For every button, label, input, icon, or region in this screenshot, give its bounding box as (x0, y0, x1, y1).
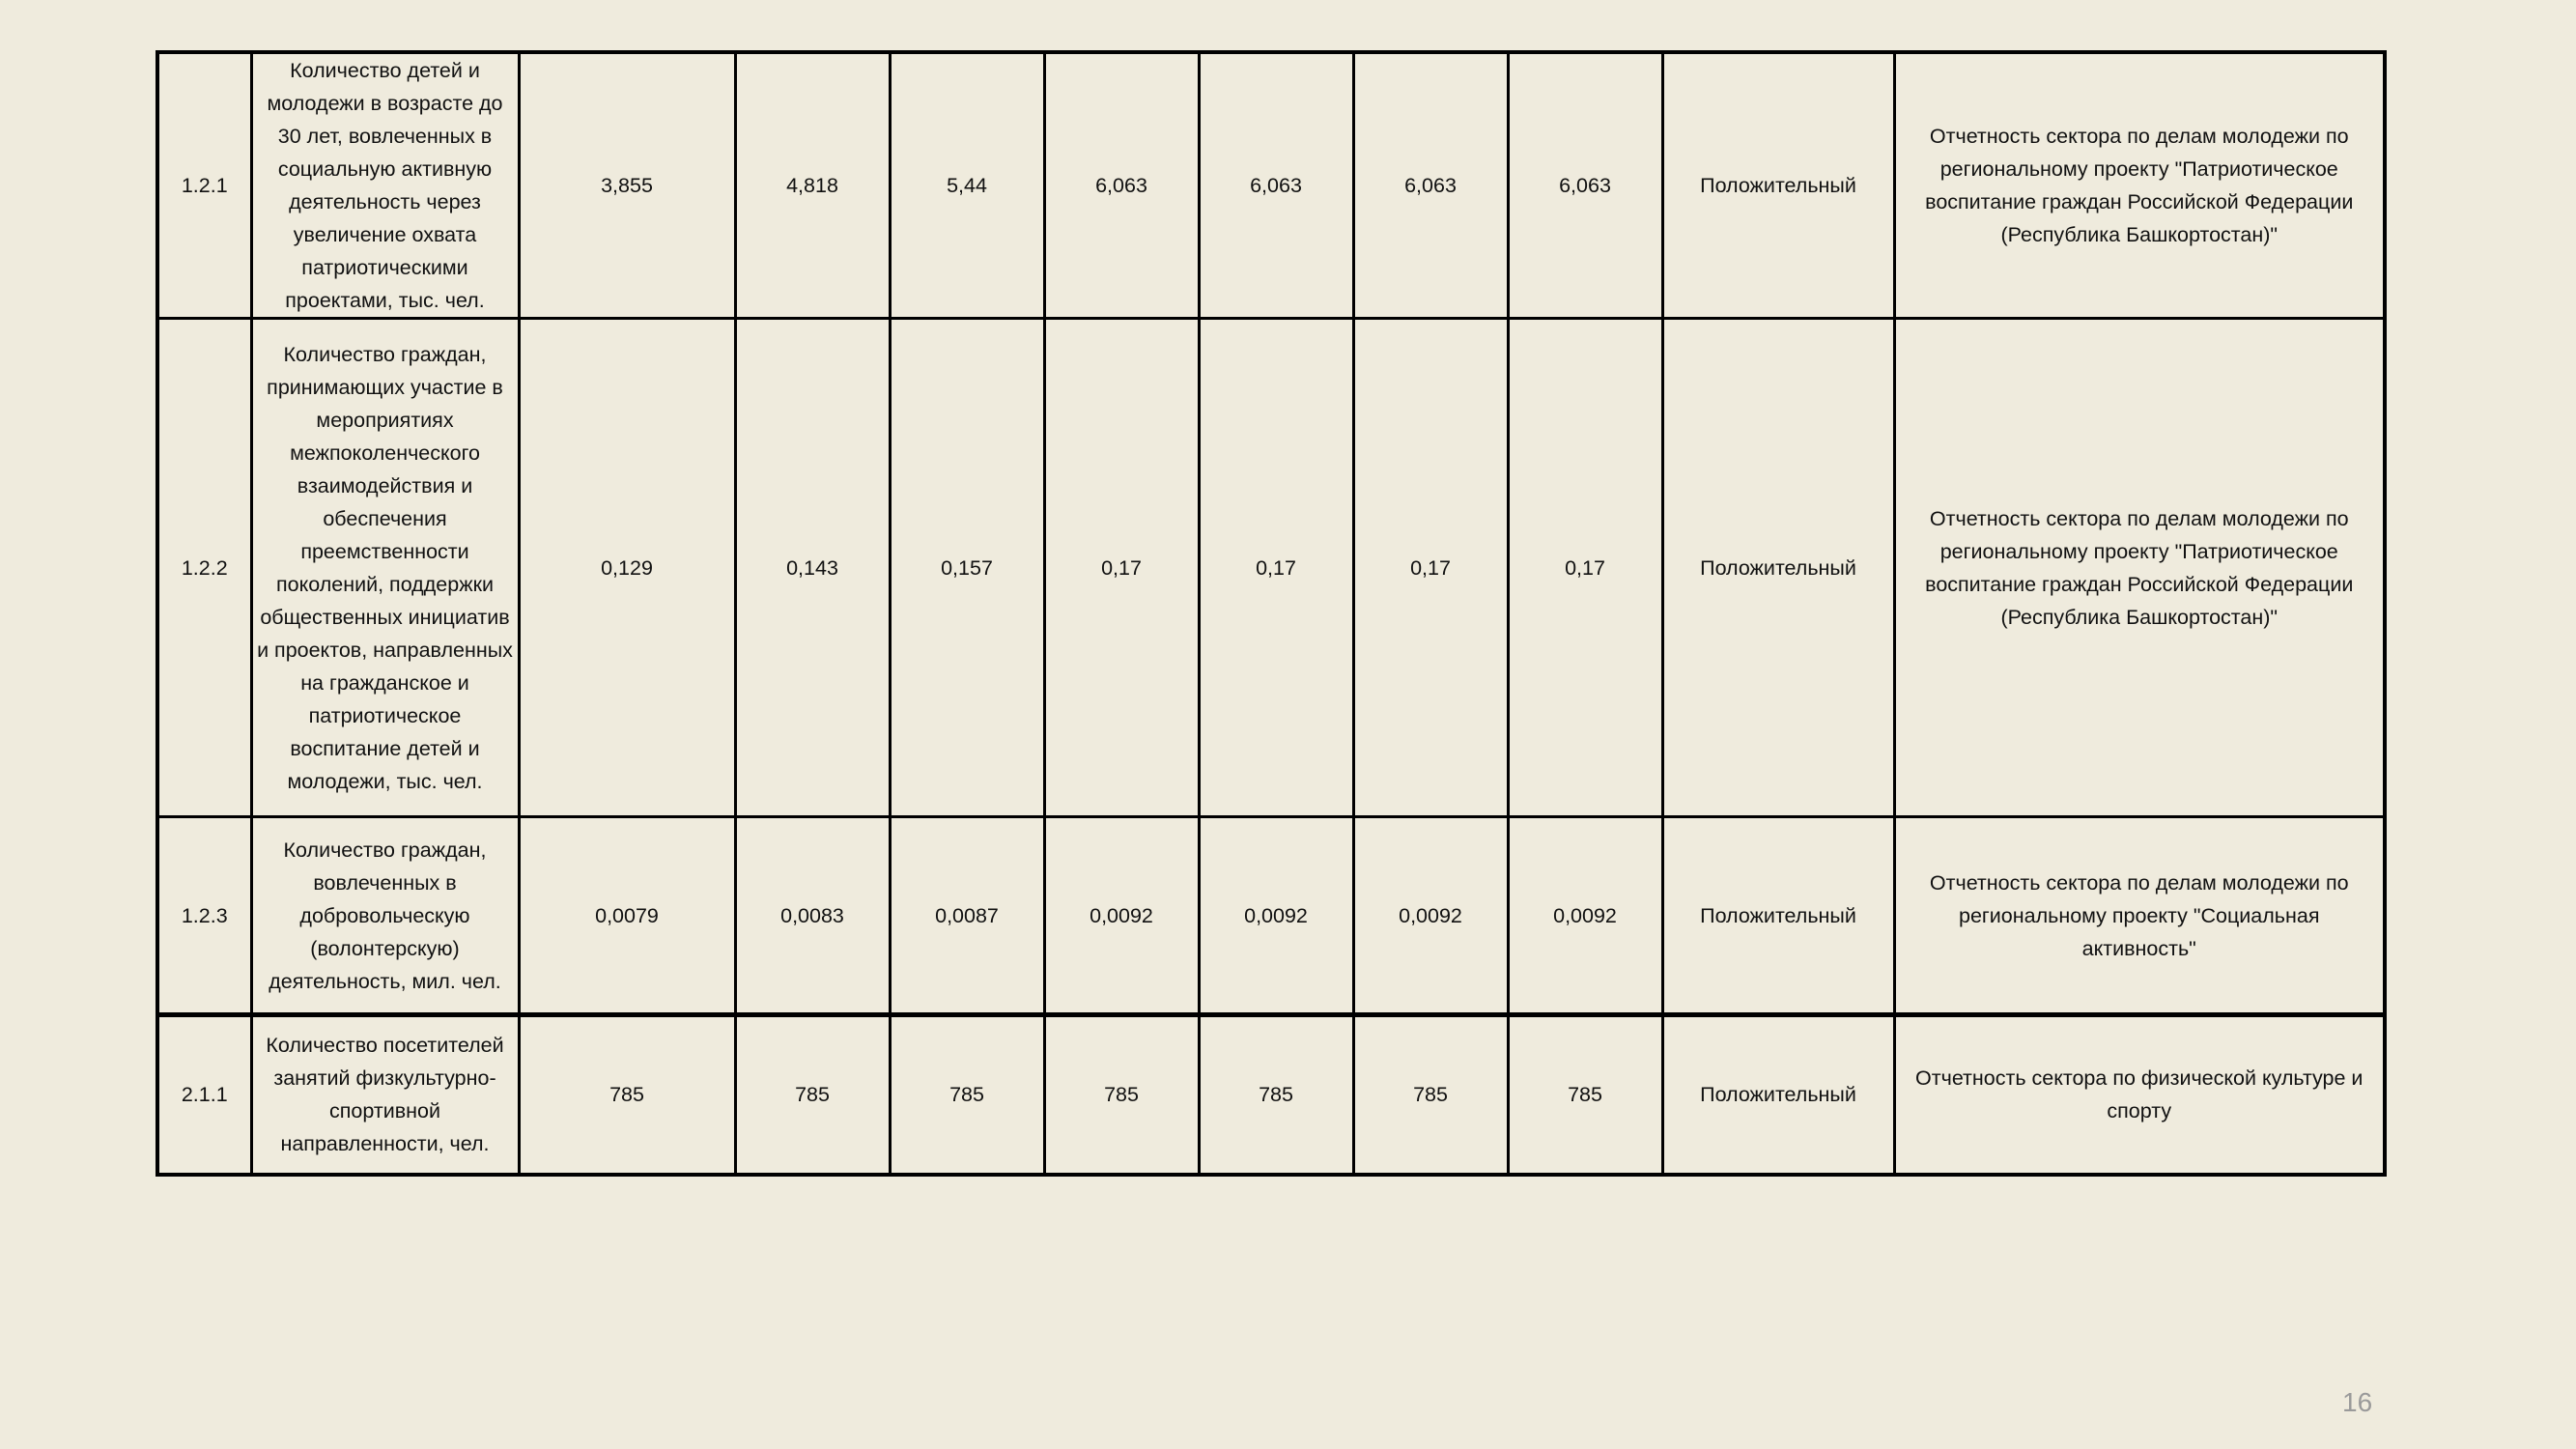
indicator-value: 6,063 (1508, 52, 1662, 319)
indicator-value: 785 (1199, 1015, 1353, 1175)
indicator-description: Количество граждан, принимающих участие в мероприятиях межпоколенческого взаимодействия и обеспечения преемственности поколений, поддержки общественных инициатив и проектов, направленных на гражданское и патриотическое воспитание детей и молодежи, тыс. чел. (251, 319, 519, 817)
indicator-source: Отчетность сектора по делам молодежи по региональному проекту "Патриотическое воспитание граждан Российской Федерации (Республика Башкортостан)" (1894, 52, 2385, 319)
indicator-value: 0,17 (1044, 319, 1199, 817)
table-row (157, 817, 2385, 1015)
table-row (157, 52, 2385, 319)
indicator-value: 0,0083 (735, 817, 890, 1015)
indicators-table (156, 50, 2387, 1177)
indicator-value: 0,17 (1508, 319, 1662, 817)
indicator-description: Количество посетителей занятий физкультурно-спортивной направленности, чел. (251, 1015, 519, 1175)
indicator-value: 6,063 (1199, 52, 1353, 319)
indicator-value: 6,063 (1353, 52, 1508, 319)
page-number: 16 (2342, 1387, 2373, 1417)
indicator-value: 0,0087 (890, 817, 1044, 1015)
indicator-trend: Положительный (1662, 817, 1894, 1015)
indicator-value: 3,855 (519, 52, 735, 319)
indicator-code: 1.2.2 (157, 319, 251, 817)
indicator-value: 785 (519, 1015, 735, 1175)
table-row (157, 319, 2385, 817)
indicator-code: 1.2.1 (157, 52, 251, 319)
indicator-code: 1.2.3 (157, 817, 251, 1015)
indicator-trend: Положительный (1662, 319, 1894, 817)
indicator-value: 0,0092 (1508, 817, 1662, 1015)
table-row (157, 1015, 2385, 1175)
indicator-value: 0,17 (1199, 319, 1353, 817)
indicator-value: 0,157 (890, 319, 1044, 817)
indicator-source: Отчетность сектора по делам молодежи по региональному проекту "Патриотическое воспитание граждан Российской Федерации (Республика Башкортостан)" (1894, 319, 2385, 817)
indicator-value: 0,0092 (1199, 817, 1353, 1015)
indicator-code: 2.1.1 (157, 1015, 251, 1175)
indicator-value: 0,0092 (1044, 817, 1199, 1015)
indicator-value: 5,44 (890, 52, 1044, 319)
indicator-value: 6,063 (1044, 52, 1199, 319)
indicator-trend: Положительный (1662, 1015, 1894, 1175)
indicator-value: 785 (1044, 1015, 1199, 1175)
indicator-value: 785 (890, 1015, 1044, 1175)
indicator-value: 0,129 (519, 319, 735, 817)
indicator-trend: Положительный (1662, 52, 1894, 319)
indicator-source: Отчетность сектора по физической культуре и спорту (1894, 1015, 2385, 1175)
indicator-source: Отчетность сектора по делам молодежи по региональному проекту "Социальная активность" (1894, 817, 2385, 1015)
indicator-description: Количество граждан, вовлеченных в добровольческую (волонтерскую) деятельность, мил. чел. (251, 817, 519, 1015)
indicator-value: 0,143 (735, 319, 890, 817)
indicator-value: 785 (735, 1015, 890, 1175)
indicator-value: 785 (1508, 1015, 1662, 1175)
indicator-value: 0,0092 (1353, 817, 1508, 1015)
indicator-value: 785 (1353, 1015, 1508, 1175)
indicator-value: 0,17 (1353, 319, 1508, 817)
indicator-description: Количество детей и молодежи в возрасте до 30 лет, вовлеченных в социальную активную деятельность через увеличение охвата патриотическими проектами, тыс. чел. (251, 52, 519, 319)
indicator-value: 0,0079 (519, 817, 735, 1015)
indicator-value: 4,818 (735, 52, 890, 319)
